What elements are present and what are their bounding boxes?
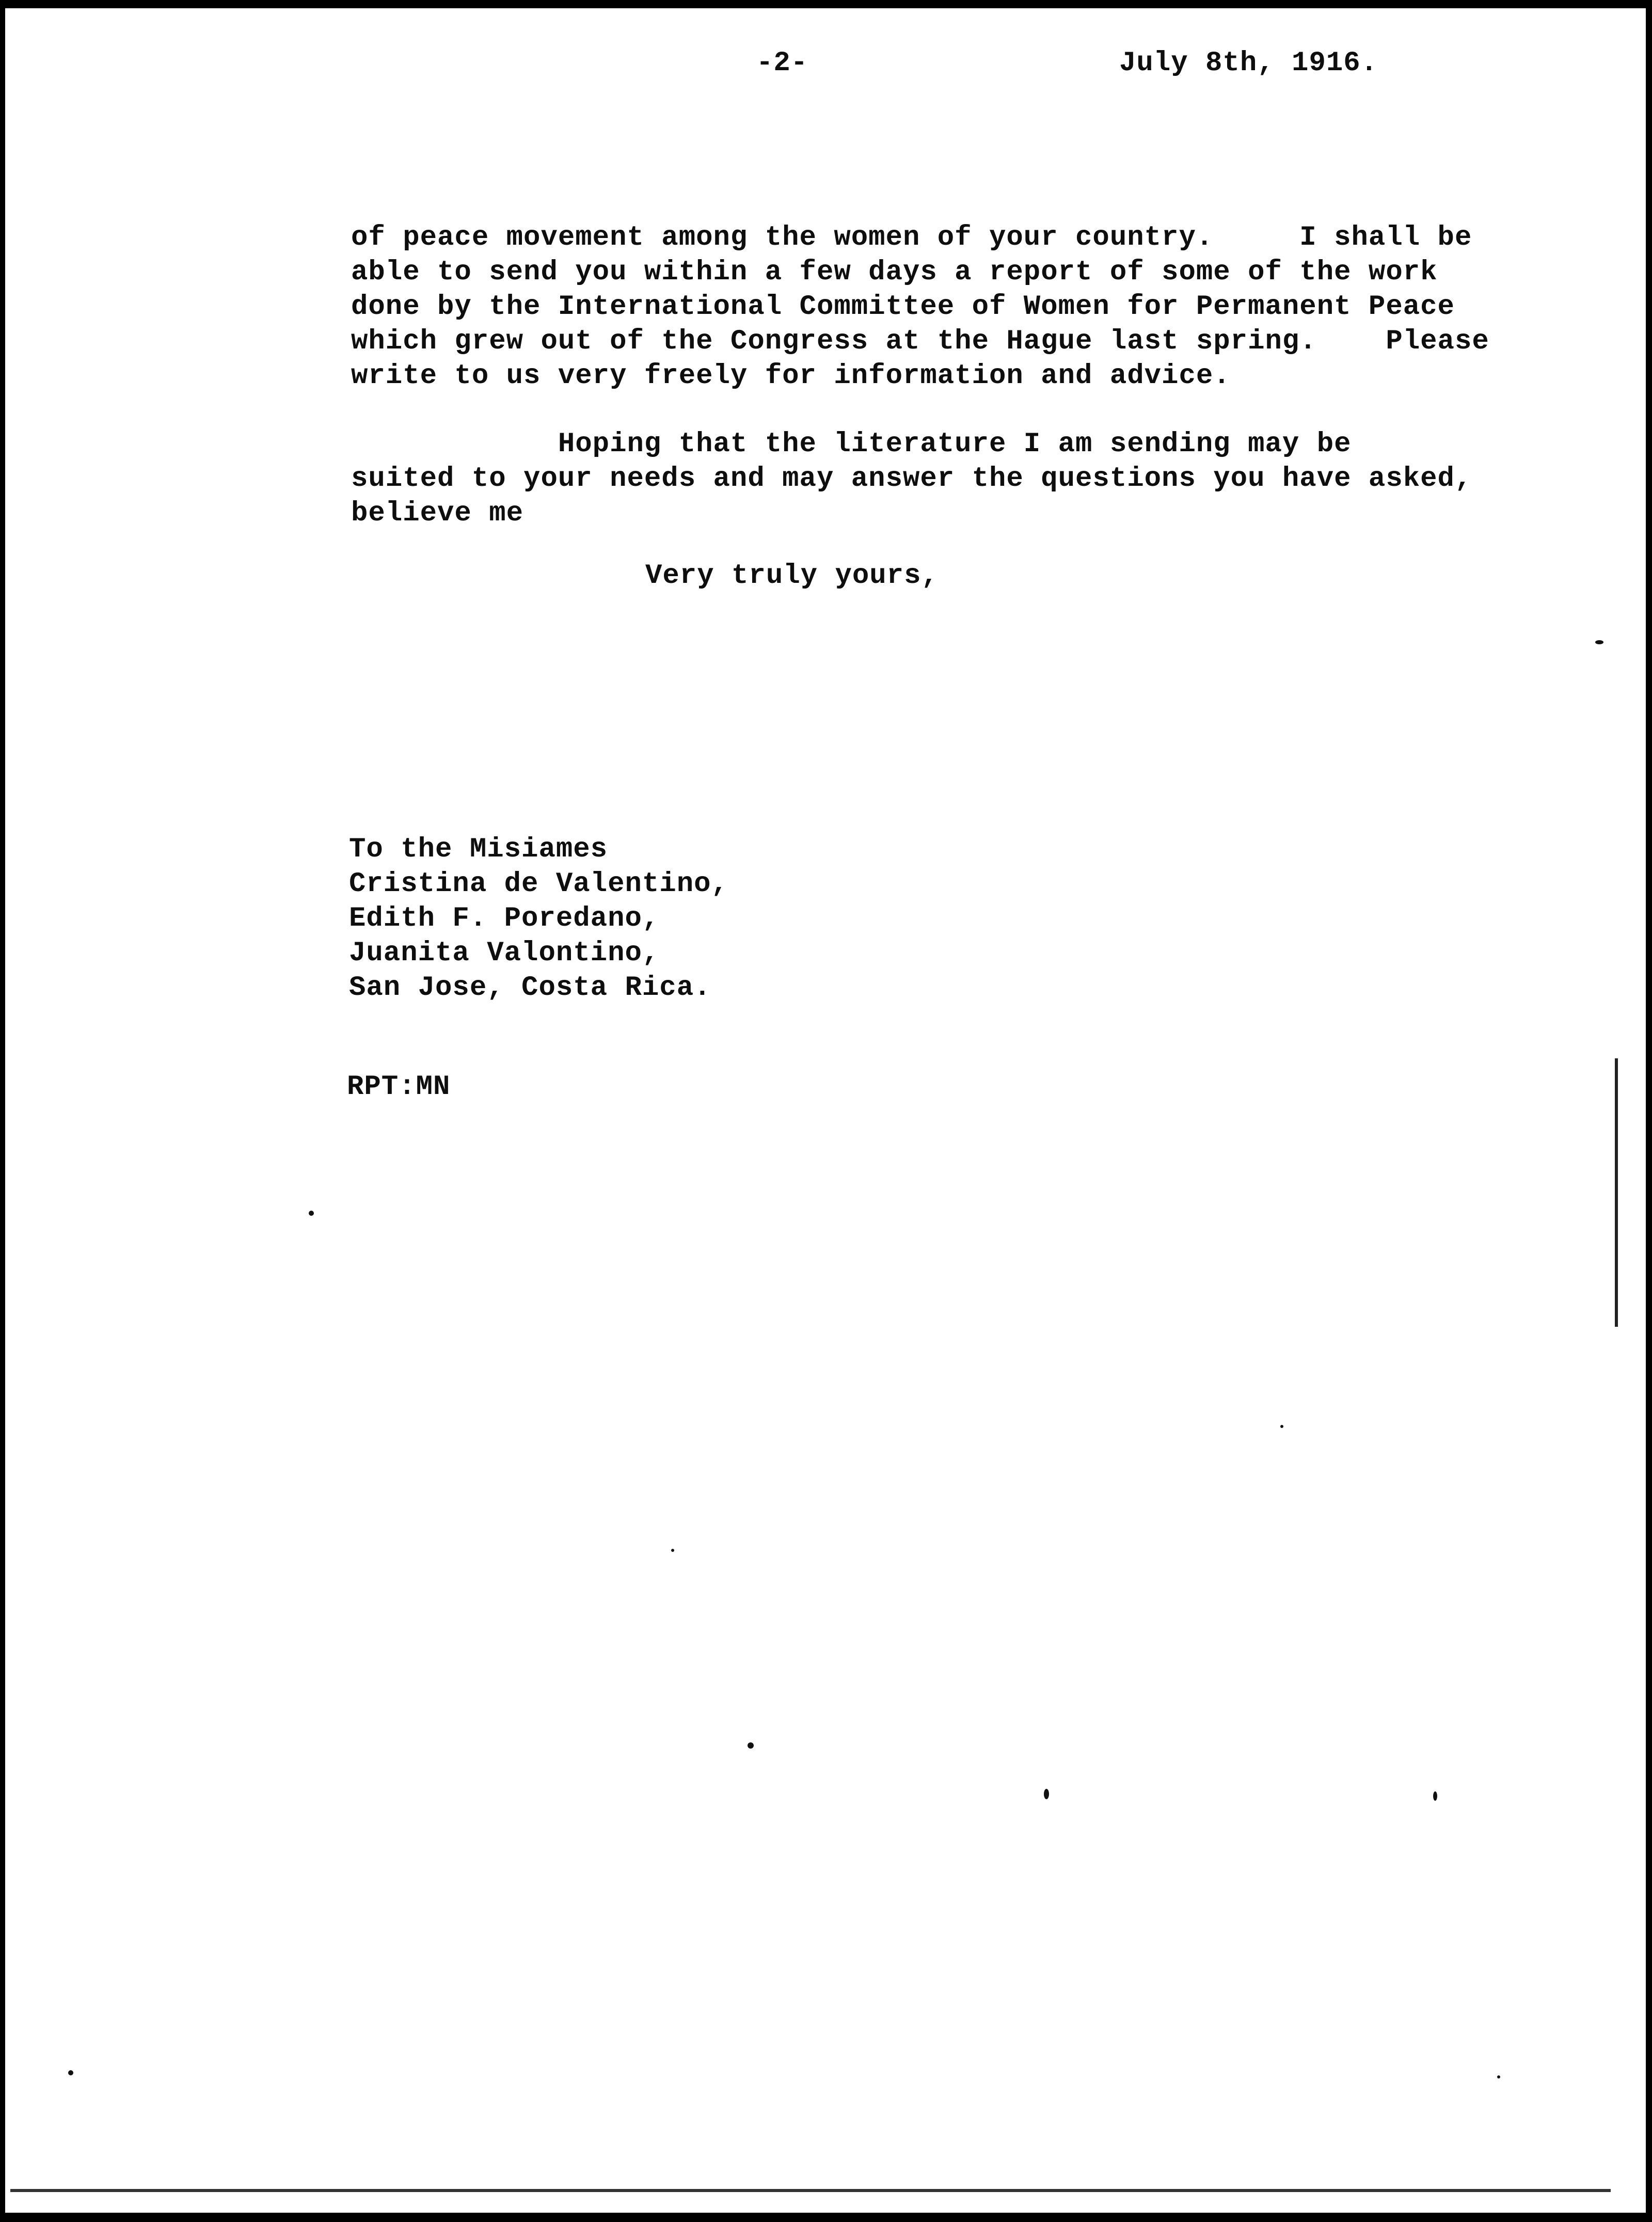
scan-speck [309,1211,314,1216]
scan-edge-mark [1615,1058,1618,1327]
address-line: San Jose, Costa Rica. [349,972,711,1004]
scan-speck [671,1549,674,1552]
body-line: done by the International Committee of Women for Permanent Peace [351,291,1455,323]
address-line: To the Misiames [349,834,608,865]
scan-speck [748,1742,754,1749]
scan-edge-mark-bottom [10,2189,1611,2192]
body-line: which grew out of the Congress at the Hague last spring. Please [351,326,1489,357]
body-line: write to us very freely for information and advice. [351,360,1231,392]
scan-speck [1595,640,1603,644]
page-number: -2- [756,47,808,79]
address-line: Edith F. Poredano, [349,903,660,934]
scan-border-left [0,0,5,2222]
body-line: able to send you within a few days a report of some of the work [351,257,1438,288]
typist-initials: RPT:MN [347,1071,451,1103]
body-line: of peace movement among the women of your country. I shall be [351,222,1472,253]
body-line: believe me [351,498,524,529]
scan-speck [68,2070,73,2075]
address-line: Juanita Valontino, [349,938,660,969]
scan-speck [1044,1789,1049,1799]
scan-border-bottom [0,2213,1652,2222]
address-line: Cristina de Valentino, [349,868,728,900]
scan-border-right [1646,0,1652,2222]
scan-border-top [0,0,1652,8]
complimentary-close: Very truly yours, [645,560,939,592]
body-line: Hoping that the literature I am sending may be [351,428,1352,460]
scan-speck [1280,1425,1283,1428]
scan-speck [1433,1791,1437,1801]
letter-date: July 8th, 1916. [1119,47,1378,79]
body-line: suited to your needs and may answer the questions you have asked, [351,463,1472,495]
scan-speck [1497,2075,1500,2078]
